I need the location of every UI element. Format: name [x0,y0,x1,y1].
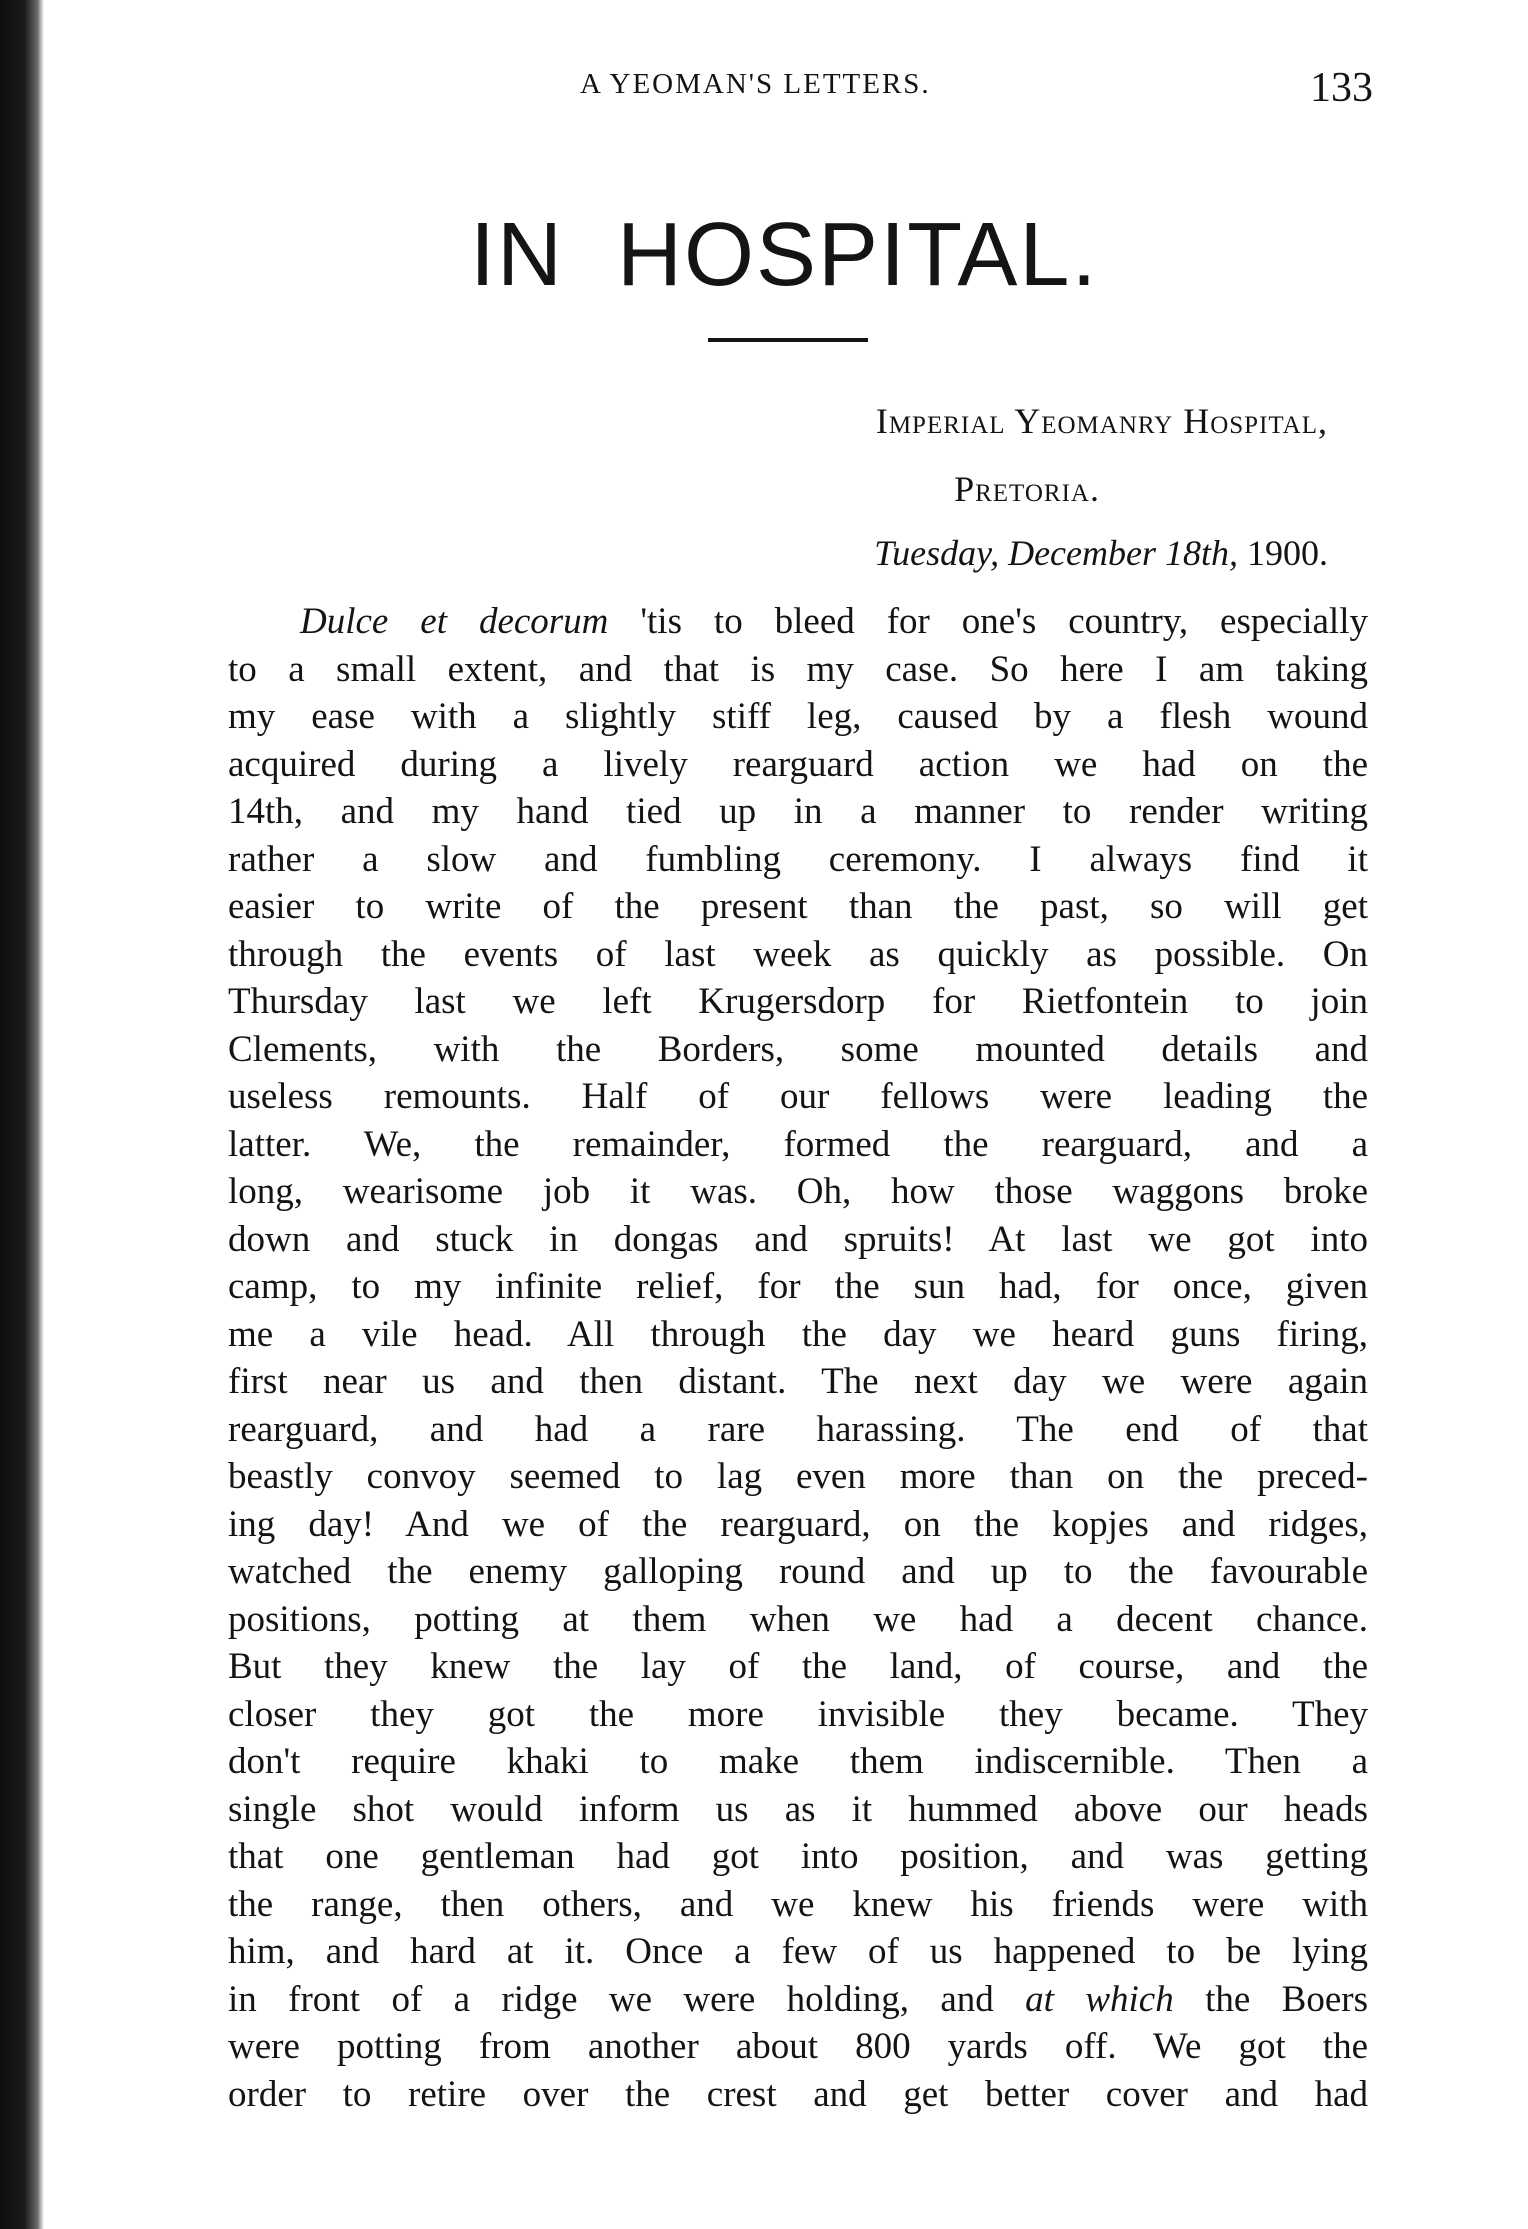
body-line: 14th, and my hand tied up in a manner to render writing [228,791,1368,832]
dateline-date-italic: Tuesday, December 18th, [874,533,1238,573]
body-line: order to retire over the crest and get better cover and had [228,2073,1368,2115]
title-rule [708,338,868,342]
body-line-text: the Boers [1173,1978,1368,2020]
dateline-date [874,532,1328,574]
body-line: rather a slow and fumbling ceremony. I always find it [228,838,1368,880]
body-italic-phrase: at which [1025,1978,1174,2020]
running-head: A YEOMAN'S LETTERS. [580,68,931,100]
body-line: acquired during a lively rearguard action we had on the [228,743,1368,785]
body-line: to a small extent, and that is my case. So here I am taking [228,648,1368,690]
body-line: were potting from another about 800 yards off. We got the [228,2026,1368,2067]
body-line: ing day! And we of the rearguard, on the kopjes and ridges, [228,1503,1368,1545]
body-line: closer they got the more invisible they became. They [228,1693,1368,1735]
book-gutter-edge [0,0,44,2229]
body-italic-phrase: Dulce et decorum [300,601,609,642]
dateline-date-year: 1900. [1238,533,1328,573]
body-line: first near us and then distant. The next day we were again [228,1361,1368,1402]
body-line: Clements, with the Borders, some mounted details and [228,1028,1368,1070]
body-line: rearguard, and had a rare harassing. The end of that [228,1408,1368,1450]
body-line-text: 'tis to bleed for one's country, especially [608,601,1368,642]
body-line [228,1976,1368,2024]
body-line: latter. We, the remainder, formed the rearguard, and a [228,1123,1368,1165]
body-line: through the events of last week as quickly as possible. On [228,933,1368,975]
chapter-title: IN HOSPITAL. [470,205,1099,305]
body-paragraph [228,598,1368,2118]
body-line-text: in front of a ridge we were holding, and [228,1978,1026,2020]
body-line: my ease with a slightly stiff leg, caused by a flesh wound [228,696,1368,737]
body-line: But they knew the lay of the land, of course, and the [228,1646,1368,1687]
body-line: beastly convoy seemed to lag even more than on the preced- [228,1456,1368,1497]
body-line: don't require khaki to make them indiscernible. Then a [228,1741,1368,1782]
body-line: the range, then others, and we knew his friends were with [228,1883,1368,1925]
body-line: camp, to my infinite relief, for the sun had, for once, given [228,1266,1368,1307]
body-line: that one gentleman had got into position, and was getting [228,1836,1368,1877]
dateline-place-2: Pretoria. [954,469,1100,509]
body-line [228,598,1368,646]
body-line: long, wearisome job it was. Oh, how those waggons broke [228,1171,1368,1212]
body-line: easier to write of the present than the past, so will get [228,886,1368,927]
body-line: down and stuck in dongas and spruits! At last we got into [228,1218,1368,1260]
body-line: useless remounts. Half of our fellows were leading the [228,1076,1368,1117]
body-line: positions, potting at them when we had a decent chance. [228,1598,1368,1640]
body-line: me a vile head. All through the day we heard guns firing, [228,1313,1368,1355]
body-line: him, and hard at it. Once a few of us happened to be lying [228,1931,1368,1972]
body-line: Thursday last we left Krugersdorp for Rietfontein to join [228,981,1368,1022]
dateline-place-1: Imperial Yeomanry Hospital, [875,401,1328,441]
body-line: single shot would inform us as it hummed above our heads [228,1788,1368,1830]
page-number: 133 [1310,65,1373,111]
body-line: watched the enemy galloping round and up to the favourable [228,1551,1368,1592]
